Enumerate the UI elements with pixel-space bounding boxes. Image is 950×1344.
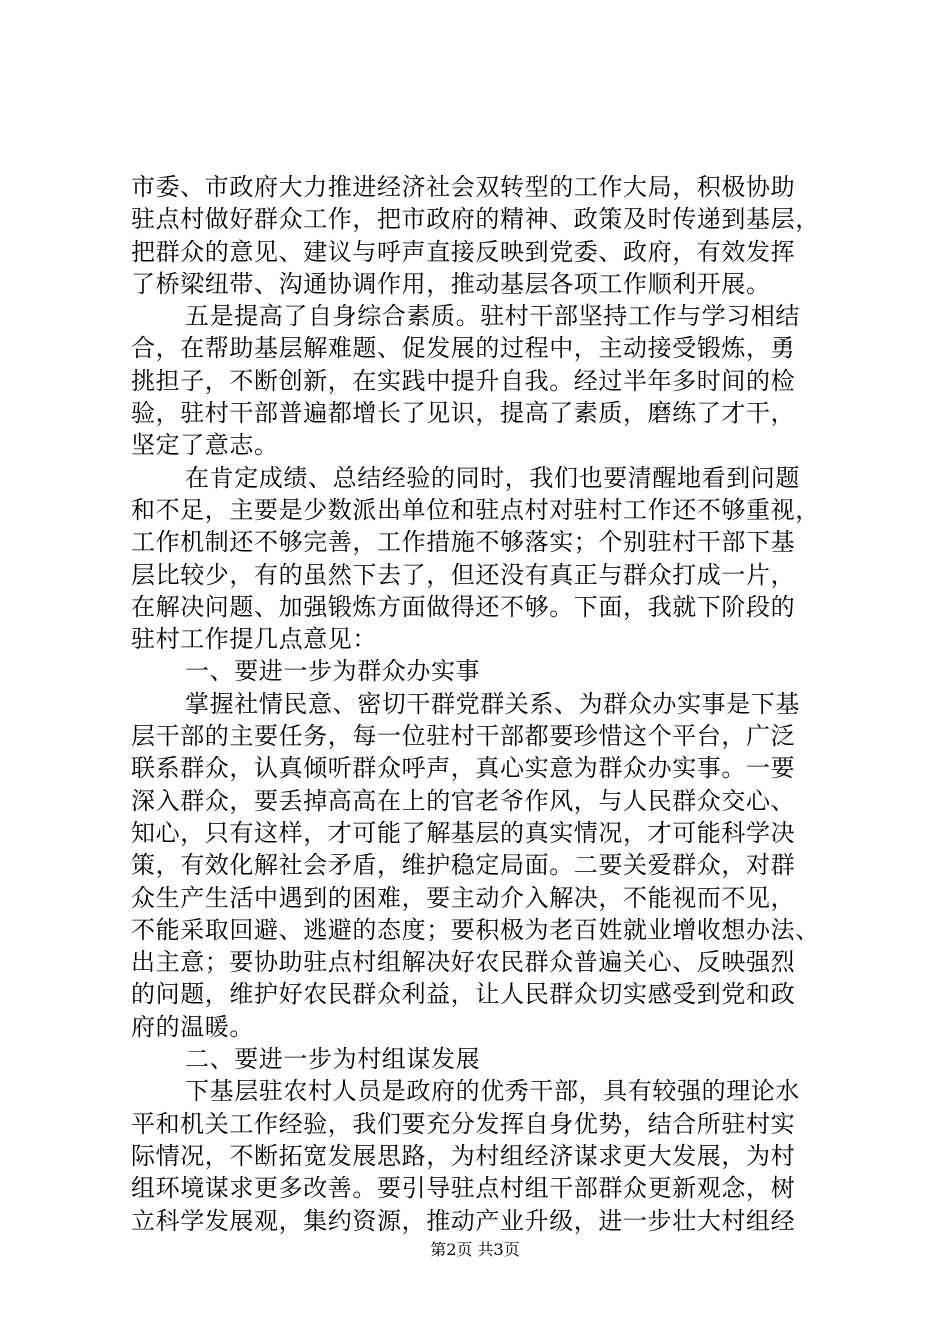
text-line: 府的温暖。 [131, 1012, 254, 1041]
document-body [131, 171, 833, 1237]
text-line: 驻点村做好群众工作，把市政府的精神、政策及时传递到基层， [131, 205, 820, 234]
text-line: 验，驻村干部普遍都增长了见识，提高了素质，磨练了才干， [131, 399, 796, 428]
text-line: 市委、市政府大力推进经济社会双转型的工作大局，积极协助 [131, 173, 796, 201]
text-line: 把群众的意见、建议与呼声直接反映到党委、政府，有效发挥 [131, 237, 796, 266]
text-line: 掌握社情民意、密切干群党群关系、为群众办实事是下基 [185, 689, 800, 718]
text-line: 策，有效化解社会矛盾，维护稳定局面。二要关爱群众，对群 [131, 851, 796, 880]
text-line: 和不足，主要是少数派出单位和驻点村对驻村工作还不够重视， [131, 495, 820, 524]
text-line: 工作机制还不够完善，工作措施不够落实；个别驻村干部下基 [131, 528, 796, 557]
text-line: 坚定了意志。 [131, 431, 279, 460]
text-line: 不能采取回避、逃避的态度；要积极为老百姓就业增收想办法、 [131, 915, 820, 944]
text-line: 层干部的主要任务，每一位驻村干部都要珍惜这个平台，广泛 [131, 722, 796, 751]
text-line: 一、要进一步为群众办实事 [185, 657, 481, 686]
text-line: 知心，只有这样，才可能了解基层的真实情况，才可能科学决 [131, 818, 796, 847]
text-line: 联系群众，认真倾听群众呼声，真心实意为群众办实事。一要 [131, 754, 796, 783]
text-line: 在解决问题、加强锻炼方面做得还不够。下面，我就下阶段的 [131, 592, 796, 621]
text-line: 五是提高了自身综合素质。驻村干部坚持工作与学习相结 [185, 302, 800, 331]
text-line: 的问题，维护好农民群众利益，让人民群众切实感受到党和政 [131, 980, 796, 1009]
text-line: 组环境谋求更多改善。要引导驻点村组干部群众更新观念，树 [131, 1174, 796, 1203]
text-line: 深入群众，要丢掉高高在上的官老爷作风，与人民群众交心、 [131, 786, 796, 815]
text-line: 驻村工作提几点意见： [131, 625, 377, 654]
text-line: 了桥梁纽带、沟通协调作用，推动基层各项工作顺利开展。 [131, 269, 771, 298]
text-line: 二、要进一步为村组谋发展 [185, 1045, 481, 1074]
text-line: 下基层驻农村人员是政府的优秀干部，具有较强的理论水 [185, 1077, 800, 1106]
text-line: 平和机关工作经验，我们要充分发挥自身优势，结合所驻村实 [131, 1109, 796, 1138]
text-line: 立科学发展观，集约资源，推动产业升级，进一步壮大村组经 [131, 1206, 796, 1235]
text-line: 际情况，不断拓宽发展思路，为村组经济谋求更大发展，为村 [131, 1141, 796, 1170]
text-line: 合，在帮助基层解难题、促发展的过程中，主动接受锻炼，勇 [131, 334, 796, 363]
text-line: 层比较少，有的虽然下去了，但还没有真正与群众打成一片， [131, 560, 796, 589]
text-line: 挑担子，不断创新，在实践中提升自我。经过半年多时间的检 [131, 366, 796, 395]
text-line: 出主意；要协助驻点村组解决好农民群众普遍关心、反映强烈 [131, 948, 796, 977]
text-line: 众生产生活中遇到的困难，要主动介入解决，不能视而不见， [131, 883, 796, 912]
page-footer: 第2页 共3页 [430, 1240, 520, 1259]
text-line: 在肯定成绩、总结经验的同时，我们也要清醒地看到问题 [185, 463, 800, 492]
